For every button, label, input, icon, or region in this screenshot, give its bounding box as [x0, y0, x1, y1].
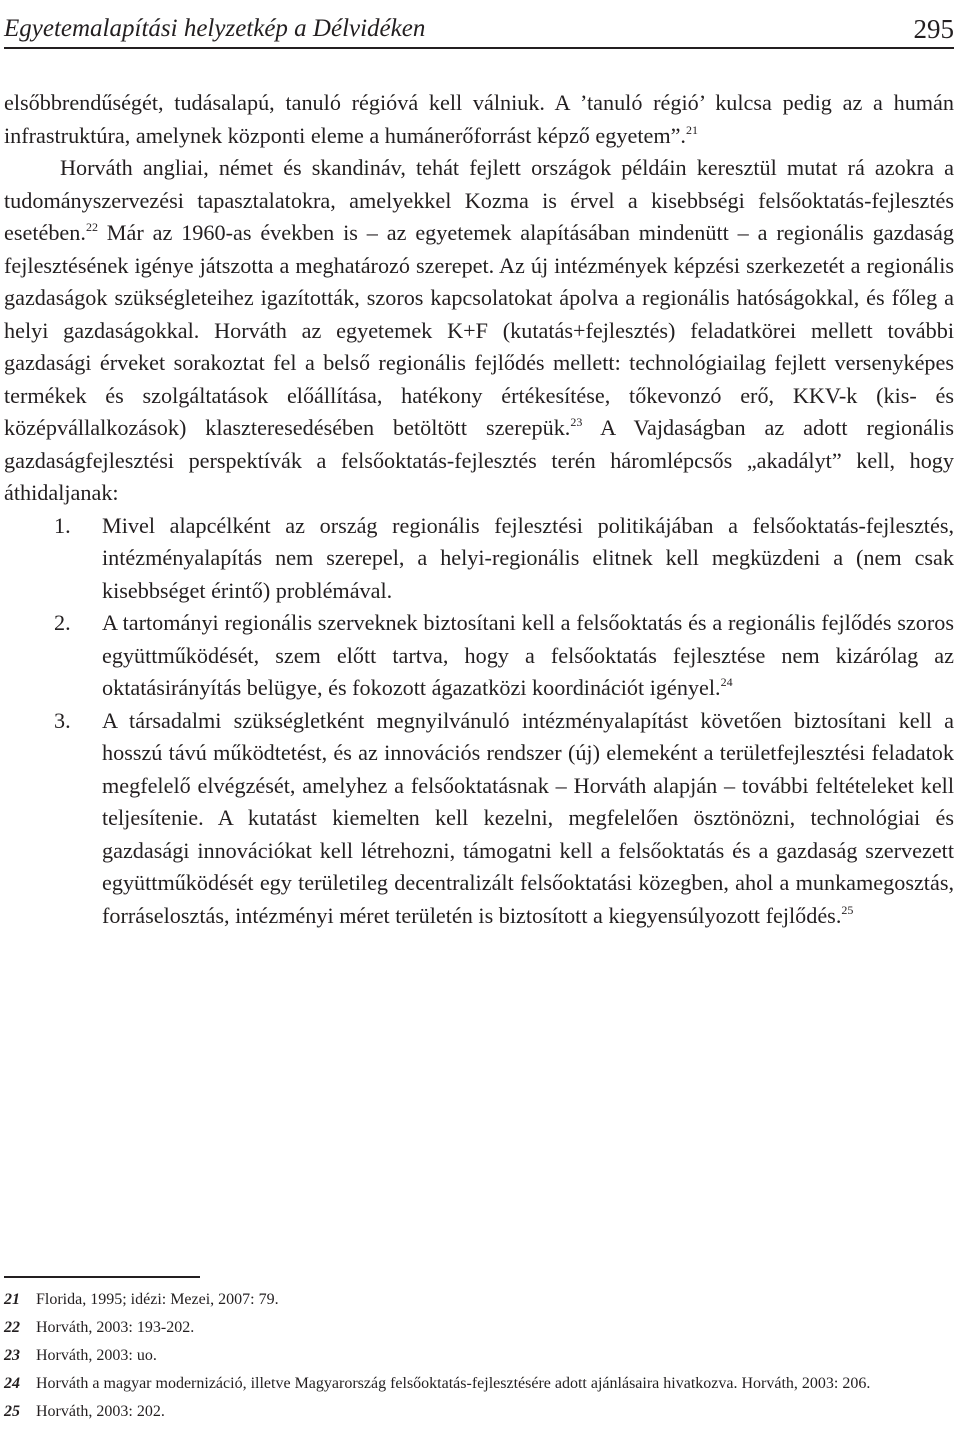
list-item: [4, 607, 954, 705]
footnote-divider: [4, 1276, 200, 1278]
list-item-text: A társadalmi szükségletként megnyilvánuló intézményalapítást követően biztosítani kell a hosszú távú működtetést, és az innovációs rendszer (új) elemeként a területfejlesztési feladatok megfelelő elvégzését, amelyhez a felsőoktatásnak – Horváth alapján – további feltételeket kell teljesítenie. A kutatást kiemelten kell kezelni, megfelelően ösztönözni, technológiai és gazdasági innovációkat kell létrehozni, támogatni kell a felsőoktatás és a gazdaság szervezett együttműködését egy területileg decentralizált felsőoktatási közegben, ahol a munkamegosztás, forráselosztás, intézményi méret területén is biztosított a kiegyensúlyozott fejlődés.: [102, 707, 954, 928]
paragraph-1: [4, 87, 954, 152]
footnote-ref-25[interactable]: 25: [841, 902, 854, 917]
footnote-text: Horváth, 2003: uo.: [36, 1346, 157, 1364]
numbered-list: [4, 510, 954, 933]
paragraph-1-text: elsőbbrendűségét, tudásalapú, tanuló régióvá kell válniuk. A ’tanuló régió’ kulcsa pedig az a humán infrastruktúra, amelynek központi eleme a humánerőforrást képző egyetem”.: [4, 90, 954, 148]
list-item-number: 1.: [54, 512, 71, 538]
footnote-number: 24: [4, 1374, 20, 1392]
footnote-ref-21[interactable]: 21: [685, 122, 698, 137]
footnote: [4, 1288, 954, 1311]
footnotes: [4, 1276, 954, 1428]
list-item-number: 3.: [54, 707, 71, 733]
footnote-text: Florida, 1995; idézi: Mezei, 2007: 79.: [36, 1290, 279, 1308]
main-text: [4, 87, 954, 932]
paragraph-2-text-b: Már az 1960-as években is – az egyetemek alapításában mindenütt – a regionális gazdaság fejlesztésének igénye játszotta a meghatározó szerepet. Az új intézmények képzési szerkezetét a regionális gazdaságok szükségleteihez igazították, szoros kapcsolatokat ápolva a regionális hatóságokkal, és főleg a helyi gazdaságokkal. Horváth az egyetemek K+F (kutatás+fejlesztés) feladatkörei mellett további gazdasági érveket sorakoztat fel a belső regionális fejlődés mellett: technológiailag fejlett versenyképes termékek és szolgáltatások előállítása, hatékony értékesítése, tőkevonzó erő, KKV-k (kis- és középvállalkozások) klaszteresedésében betöltött szerepük.: [4, 220, 954, 440]
list-item-text: A tartományi regionális szerveknek biztosítani kell a felsőoktatás és a regionális fejlődés szoros együttműködését, szem előtt tartva, hogy a felsőoktatás fejlesztése nem kizárólag az oktatásirányítás belügye, és fokozott ágazatközi koordinációt igényel.: [102, 610, 954, 700]
footnote-ref-22[interactable]: 22: [85, 220, 98, 234]
running-header: [4, 0, 954, 44]
footnote-ref-24[interactable]: 24: [720, 675, 733, 689]
footnote-number: 21: [4, 1290, 20, 1308]
header-divider: [4, 47, 954, 49]
paragraph-2-text-c: A Vajdaságban az adott regionális gazdaságfejlesztési perspektívák a felsőoktatás-fejlesztés terén háromlépcsős „akadályt” kell, hogy áthidaljanak:: [4, 415, 954, 505]
running-title: Egyetemalapítási helyzetkép a Délvidéken: [4, 15, 426, 42]
footnote: [4, 1372, 954, 1395]
footnote-number: 22: [4, 1318, 20, 1336]
paragraph-2-text-a: Horváth angliai, német és skandináv, tehát fejlett országok példáin keresztül mutat rá azokra a tudományszervezési tapasztalatokra, amelyekkel Kozma is érvel a kisebbségi felsőoktatás-fejlesztés esetében.: [4, 155, 954, 245]
list-item-number: 2.: [54, 610, 71, 635]
footnote-number: 23: [4, 1346, 20, 1364]
footnote-number: 25: [4, 1402, 20, 1420]
footnote: [4, 1316, 954, 1339]
footnote-ref-23[interactable]: 23: [570, 415, 583, 429]
list-item: [4, 705, 954, 933]
page-number: 295: [913, 14, 954, 44]
footnote-text: Horváth, 2003: 202.: [36, 1402, 165, 1420]
list-item-text: Mivel alapcélként az ország regionális fejlesztési politikájában a felsőoktatás-fejlesztés, intézményalapítás nem szerepel, a helyi-regionális elitnek kell megküzdeni a (nem csak kisebbséget érintő) problémával.: [102, 512, 954, 603]
footnote-text: Horváth, 2003: 193-202.: [36, 1318, 195, 1336]
footnote-text: Horváth a magyar modernizáció, illetve Magyarország felsőoktatás-fejlesztésére adott ajánlásaira hivatkozva. Horváth, 2003: 206.: [36, 1374, 871, 1392]
list-item: [4, 510, 954, 608]
footnote: [4, 1400, 954, 1423]
paragraph-2: [4, 152, 954, 510]
footnote: [4, 1344, 954, 1367]
